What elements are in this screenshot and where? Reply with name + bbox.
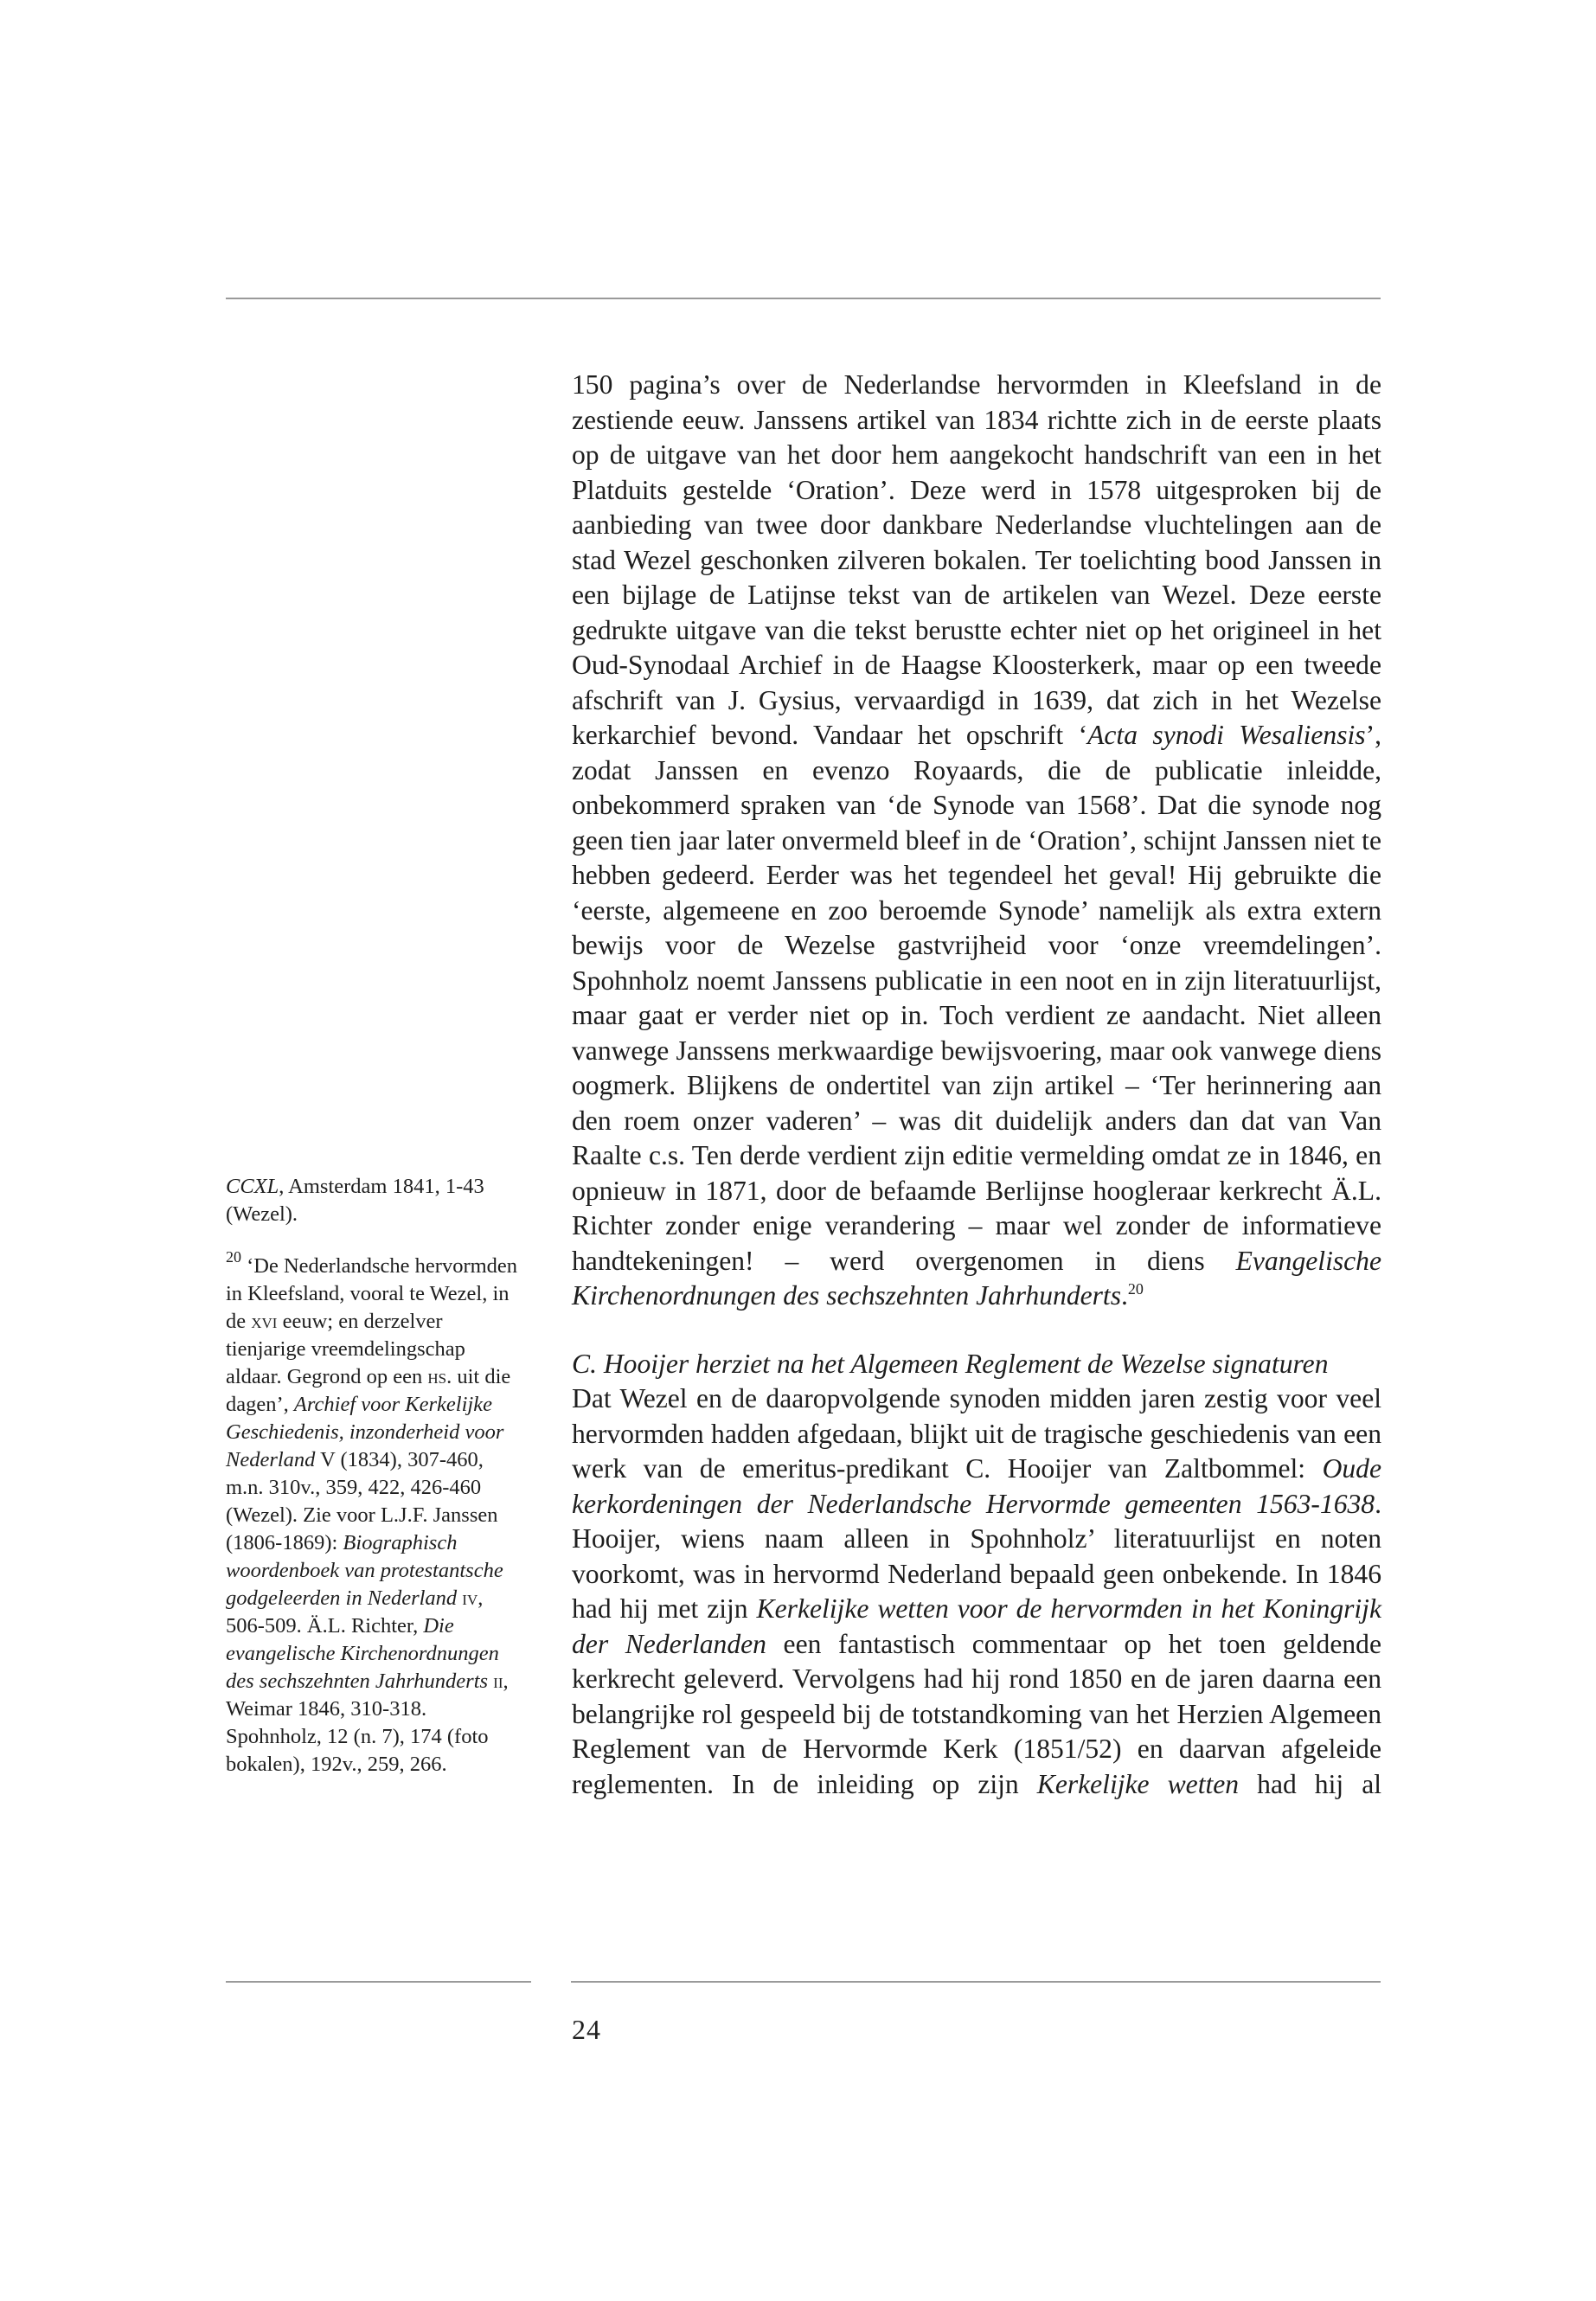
footnote-text: . uit die dagen’, [226,1365,511,1416]
italic-text: Evangelische Kirchenordnungen des sechszehnten Jahrhunderts [572,1245,1381,1311]
main-text [572,368,1381,1802]
footnote-text: , Weimar 1846, 310-318. Spohnholz, 12 (n. 7), 174 (foto bokalen), 192v., 259, 266. [226,1670,509,1776]
footnote-19-end [226,1173,520,1228]
book-title: Biographisch woordenboek van protestantsche godgeleerden in Nederland [226,1531,503,1610]
margin-notes [226,1173,520,1779]
body-text: een fantastisch commentaar op het toen geldende kerkrecht geleverd. Vervolgens had hij rond 1850 en de jaren daarna een belangrijke rol gespeeld bij de totstandkoming van het Herzien Algemeen Reglement van de Hervormde Kerk (1851/52) en daarvan afgeleide reglementen. In de inleiding op zijn [572,1628,1381,1799]
header-rule [226,298,1381,299]
margin-footer-rule [226,1981,531,1983]
book-title: Die evangelische Kirchenordnungen des sechszehnten Jahrhunderts [226,1614,499,1693]
italic-text: Oude kerkordeningen der Nederlandsche Hervormde gemeenten 1563-1638 [572,1453,1381,1519]
small-caps: hs [427,1365,447,1388]
small-caps: ii [493,1670,503,1693]
footnote-text: , 506-509. Ä.L. Richter, [226,1586,484,1638]
footnote-text: , Amsterdam 1841, 1-43 (Wezel). [226,1175,484,1226]
body-text: . [1121,1280,1128,1311]
body-paragraph-1 [572,368,1381,1314]
body-text: Dat Wezel en de daaropvolgende synoden midden jaren zestig voor veel hervormden hadden afgedaan, blijkt uit de tragische geschiedenis van een werk van de emeritus-predikant C. Hooijer van Zaltbommel: [572,1383,1381,1484]
footnote-number: 20 [226,1248,241,1266]
body-text: had hij al [1239,1768,1382,1799]
footnote-20 [226,1248,520,1779]
italic-text: Acta synodi Wesaliensis [1087,720,1366,750]
section-heading: C. Hooijer herziet na het Algemeen Reglement de Wezelse signaturen [572,1348,1329,1379]
journal-title: CCXL [226,1175,279,1198]
body-text: . Hooijer, wiens naam alleen in Spohnholz’ literatuurlijst en noten voorkomt, was in hervormd Nederland bepaald geen onbekende. In 1846 had hij met zijn [572,1488,1381,1624]
small-caps: iv [462,1586,478,1610]
footnote-text: V (1834), 307-460, m.n. 310v., 359, 422, 426-460 (Wezel). Zie voor L.J.F. Janssen (1806-1869): [226,1448,498,1554]
body-text: ’, zodat Janssen en evenzo Royaards, die de publicatie inleidde, onbekommerd spraken van ‘de Synode van 1568’. Dat die synode nog geen tien jaar later onvermeld bleef in de ‘Oration’, schijnt Janssen niet te hebben gedeerd. Eerder was het tegendeel het geval! Hij gebruikte die ‘eerste, algemeene en zoo beroemde Synode’ namelijk als extra extern bewijs voor de Wezelse gastvrijheid voor ‘onze vreemdelingen’. Spohnholz noemt Janssens publicatie in een noot en in zijn literatuurlijst, maar gaat er verder niet op in. Toch verdient ze aandacht. Niet alleen vanwege Janssens merkwaardige bewijsvoering, maar ook vanwege diens oogmerk. Blijkens de ondertitel van zijn artikel – ‘Ter herinnering aan den roem onzer vaderen’ – was dit duidelijk anders dan dat van Van Raalte c.s. Ten derde verdient zijn editie vermelding omdat ze in 1846, en opnieuw in 1871, door de befaamde Berlijnse hoogleraar kerkrecht Ä.L. Richter zonder enige verandering – maar wel zonder de informatieve handtekeningen! – werd overgenomen in diens [572,720,1381,1276]
body-paragraph-2 [572,1381,1381,1802]
italic-text: Kerkelijke wetten [1036,1768,1240,1799]
footnote-marker: 20 [1127,1280,1144,1298]
body-text: 150 pagina’s over de Nederlandse hervormden in Kleefsland in de zestiende eeuw. Janssens artikel van 1834 richtte zich in de eerste plaats op de uitgave van het door hem aangekocht handschrift van een in het Platduits gestelde ‘Oration’. Deze werd in 1578 uitgesproken bij de aanbieding van twee door dankbare Nederlandse vluchtelingen aan de stad Wezel geschonken zilveren bokalen. Ter toelichting bood Janssen in een bijlage de Latijnse tekst van de artikelen van Wezel. Deze eerste gedrukte uitgave van die tekst berustte echter niet op het origineel in het Oud-Synodaal Archief in de Haagse Kloosterkerk, maar op een tweede afschrift van J. Gysius, vervaardigd in 1639, dat zich in het Wezelse kerkarchief bevond. Vandaar het opschrift ‘ [572,369,1381,750]
footer-rule [571,1981,1381,1983]
footnote-text: eeuw; en derzelver tienjarige vreemdelingschap aldaar. Gegrond op een [226,1310,465,1388]
italic-text: Kerkelijke wetten voor de hervormden in het Koningrijk der Nederlanden [572,1593,1381,1659]
footnote-text: ‘De Nederlandsche hervormden in Kleefsland, vooral te Wezel, in de [226,1254,518,1333]
journal-title: Archief voor Kerkelijke Geschiedenis, inzonderheid voor Nederland [226,1393,504,1471]
small-caps: xvi [251,1310,278,1333]
page-number: 24 [572,2014,601,2045]
